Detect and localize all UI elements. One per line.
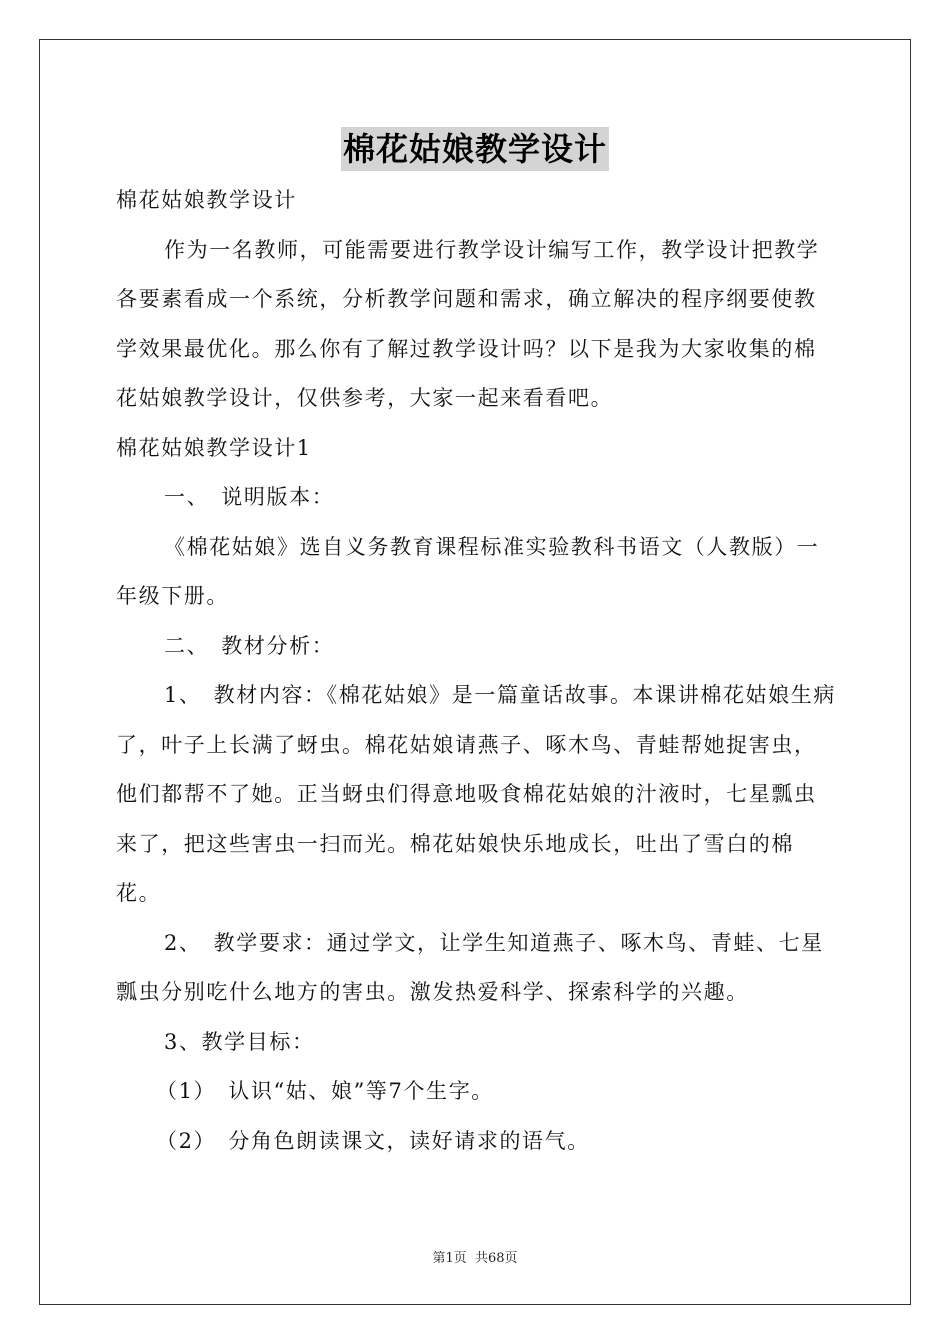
document-title: 棉花姑娘教学设计 bbox=[341, 127, 609, 171]
paragraph-goals-heading: 3、教学目标： bbox=[164, 1029, 315, 1054]
paragraph-content: 1、 教材内容：《棉花姑娘》是一篇童话故事。本课讲棉花姑娘生病了，叶子上长满了蚜虫。棉花姑娘请燕子、啄木鸟、青蛙帮她捉害虫，他们都帮不了她。正当蚜虫们得意地吸食棉花姑娘的汁液时，七星瓢虫来了，把这些害虫一扫而光。棉花姑娘快乐地成长，吐出了雪白的棉花。 bbox=[116, 683, 836, 905]
document-body bbox=[116, 176, 836, 1166]
paragraph-subtitle: 棉花姑娘教学设计 bbox=[116, 188, 297, 212]
paragraph-goal-1: （1） 认识“姑、娘”等7个生字。 bbox=[156, 1079, 494, 1103]
paragraph-goal-2: （2） 分角色朗读课文，读好请求的语气。 bbox=[156, 1128, 590, 1153]
page-total: 共68页 bbox=[474, 1251, 518, 1266]
paragraph-intro: 作为一名教师，可能需要进行教学设计编写工作，教学设计把教学各要素看成一个系统，分析教学问题和需求，确立解决的程序纲要使教学效果最优化。那么你有了解过教学设计吗？以下是我为大家收集的棉花姑娘教学设计，仅供参考，大家一起来看看吧。 bbox=[116, 237, 820, 410]
paragraph-analysis-heading: 二、 教材分析： bbox=[164, 633, 335, 658]
paragraph-version-text: 《棉花姑娘》选自义务教育课程标准实验教科书语文（人教版）一年级下册。 bbox=[116, 534, 820, 608]
paragraph-version-heading: 一、 说明版本： bbox=[164, 485, 335, 509]
title-area bbox=[0, 127, 950, 171]
paragraph-requirements: 2、 教学要求：通过学文，让学生知道燕子、啄木鸟、青蛙、七星瓢虫分别吃什么地方的害虫。激发热爱科学、探索科学的兴趣。 bbox=[116, 930, 824, 1004]
page-footer bbox=[0, 1247, 950, 1266]
page-number: 第1页 bbox=[432, 1251, 467, 1266]
paragraph-section-heading: 棉花姑娘教学设计1 bbox=[116, 435, 312, 460]
